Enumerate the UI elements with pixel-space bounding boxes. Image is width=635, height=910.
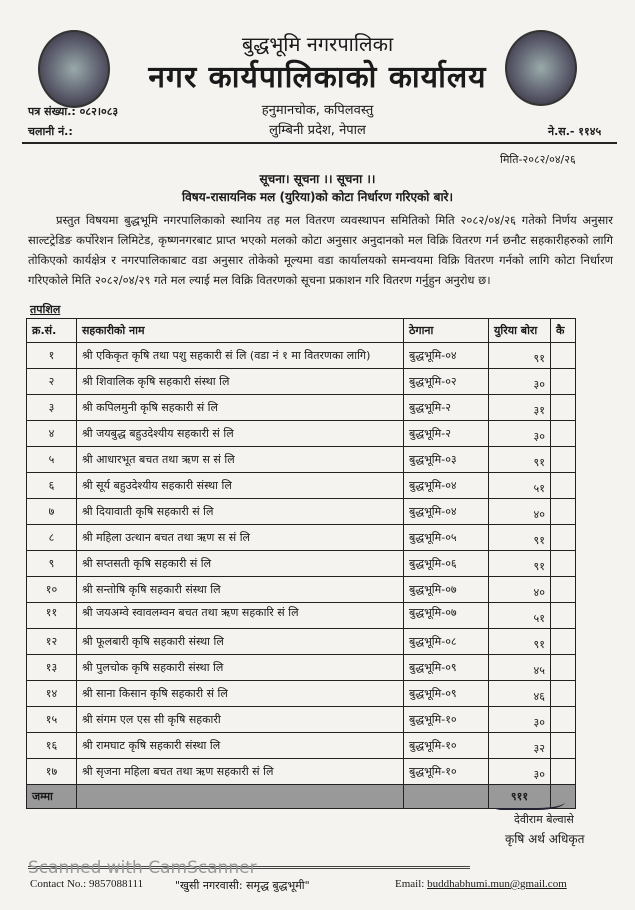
address-cell: बुद्धभूमि-२ — [404, 421, 489, 447]
details-label: तपशिल — [30, 303, 61, 316]
table-row — [27, 551, 576, 577]
remarks-cell — [551, 759, 576, 785]
table-row — [27, 759, 576, 785]
urea-cell: ९१ — [489, 343, 551, 369]
notice-body: प्रस्तुत विषयमा बुद्धभूमि नगरपालिकाको स्थानिय तह मल वितरण व्यवस्थापन समितिको मिति २०८२/०४/२६ गतेको निर्णय अनुसार साल्टट्रेडिङ कर्पोरेशन लिमिटेड, कृष्णनगरबाट प्राप्त भएको मलको कोटा अनुसार अनुदानको मल विक्रि वितरण गर्न छनौट सहकारीहरुको लागि तोकिएको कार्यक्षेत्र र नगरपालिकाबाट वडा अनुसार तोकेको मूल्यमा वडा कार्यालयको समन्वयमा विक्रि वितरण गर्नको लागि कोटा निर्धारण गरिएकोले मिति २०८२/०४/२९ गते मल ल्याई मल विक्रि वितरणको सूचना प्रकाशन गरि वितरण गर्नुहुन अनुरोध छ। — [28, 213, 613, 287]
urea-cell: ३० — [489, 707, 551, 733]
dispatch-number: चलानी नं.: — [28, 125, 73, 138]
name-cell: श्री महिला उत्थान बचत तथा ऋण स सं लि — [77, 525, 404, 551]
address-cell: बुद्धभूमि-०४ — [404, 473, 489, 499]
urea-cell: ३२ — [489, 733, 551, 759]
name-cell: श्री रामघाट कृषि सहकारी संस्था लि — [77, 733, 404, 759]
remarks-cell — [551, 499, 576, 525]
remarks-cell — [551, 577, 576, 603]
urea-cell: ३० — [489, 421, 551, 447]
name-cell: श्री पुलचोक कृषि सहकारी संस्था लि — [77, 655, 404, 681]
address-cell: बुद्धभूमि-०८ — [404, 629, 489, 655]
name-cell: श्री सन्तोषि कृषि सहकारी संस्था लि — [77, 577, 404, 603]
cooperative-quota-table — [26, 318, 576, 809]
name-cell: श्री फूलबारी कृषि सहकारी संस्था लि — [77, 629, 404, 655]
total-empty — [77, 785, 404, 809]
address-cell: बुद्धभूमि-०६ — [404, 551, 489, 577]
serial-cell: १३ — [27, 655, 77, 681]
name-cell: श्री सूर्य बहुउदेश्यीय सहकारी संस्था लि — [77, 473, 404, 499]
serial-cell: ७ — [27, 499, 77, 525]
serial-cell: १२ — [27, 629, 77, 655]
serial-cell: १७ — [27, 759, 77, 785]
table-row — [27, 473, 576, 499]
total-label: जम्मा — [27, 785, 77, 809]
name-cell: श्री जयबुद्ध बहुउदेश्यीय सहकारी सं लि — [77, 421, 404, 447]
address-cell: बुद्धभूमि-१० — [404, 759, 489, 785]
table-row — [27, 369, 576, 395]
urea-cell: ४० — [489, 577, 551, 603]
letter-number: पत्र संख्या.: ०८२।०८३ — [28, 105, 119, 118]
serial-cell: ८ — [27, 525, 77, 551]
address-cell: बुद्धभूमि-०९ — [404, 681, 489, 707]
urea-cell: ३१ — [489, 395, 551, 421]
remarks-cell — [551, 551, 576, 577]
municipality-name: बुद्धभूमि नगरपालिका — [241, 32, 394, 56]
notice-subject: विषय-रासायनिक मल (युरिया)को कोटा निर्धारण गरिएको बारे। — [181, 190, 454, 204]
signature — [495, 790, 565, 810]
table-row — [27, 499, 576, 525]
urea-cell: ५१ — [489, 473, 551, 499]
table-row — [27, 603, 576, 629]
table-row — [27, 447, 576, 473]
remarks-cell — [551, 655, 576, 681]
serial-cell: ९ — [27, 551, 77, 577]
serial-cell: १६ — [27, 733, 77, 759]
slogan: "खुसी नगरवासी: समृद्ध बुद्धभूमी" — [175, 879, 310, 892]
remarks-cell — [551, 681, 576, 707]
serial-cell: १४ — [27, 681, 77, 707]
col-serial: क्र.सं. — [27, 319, 77, 343]
urea-cell: ५१ — [489, 603, 551, 629]
urea-cell: ३० — [489, 369, 551, 395]
col-name: सहकारीको नाम — [77, 319, 404, 343]
remarks-cell — [551, 733, 576, 759]
name-cell: श्री जयअम्वे स्वावलम्वन बचत तथा ऋण सहकारि सं लि — [77, 603, 404, 629]
remarks-cell — [551, 603, 576, 629]
table-row — [27, 707, 576, 733]
address-cell: बुद्धभूमि-०३ — [404, 447, 489, 473]
email-link[interactable]: buddhabhumi.mun@gmail.com — [427, 878, 567, 890]
remarks-cell — [551, 369, 576, 395]
total-row — [27, 785, 576, 809]
serial-cell: १५ — [27, 707, 77, 733]
nepal-sambat: ने.स.- ११४५ — [548, 125, 602, 138]
table-header — [27, 319, 576, 343]
address-cell: बुद्धभूमि-०७ — [404, 603, 489, 629]
address-line-2: लुम्बिनी प्रदेश, नेपाल — [269, 123, 366, 138]
address-cell: बुद्धभूमि-२ — [404, 395, 489, 421]
col-remarks: कै — [551, 319, 576, 343]
serial-cell: ३ — [27, 395, 77, 421]
total-value: ९११ — [489, 785, 551, 809]
remarks-cell — [551, 343, 576, 369]
urea-cell: ९१ — [489, 525, 551, 551]
name-cell: श्री दियावाती कृषि सहकारी सं लि — [77, 499, 404, 525]
name-cell: श्री साना किसान कृषि सहकारी सं लि — [77, 681, 404, 707]
address-line-1: हनुमानचोक, कपिलवस्तु — [261, 103, 374, 118]
table-row — [27, 733, 576, 759]
address-cell: बुद्धभूमि-०४ — [404, 499, 489, 525]
name-cell: श्री आधारभूत बचत तथा ऋण स सं लि — [77, 447, 404, 473]
address-cell: बुद्धभूमि-०९ — [404, 655, 489, 681]
address-cell: बुद्धभूमि-०४ — [404, 343, 489, 369]
notice-heading: सूचना। सूचना ।। सूचना ।। — [259, 172, 376, 186]
remarks-cell — [551, 447, 576, 473]
serial-cell: २ — [27, 369, 77, 395]
table-row — [27, 395, 576, 421]
remarks-cell — [551, 525, 576, 551]
serial-cell: १० — [27, 577, 77, 603]
table-row — [27, 629, 576, 655]
remarks-cell — [551, 421, 576, 447]
col-address: ठेगाना — [404, 319, 489, 343]
office-title: नगर कार्यपालिकाको कार्यालय — [148, 60, 487, 95]
name-cell: श्री सप्तसती कृषि सहकारी सं लि — [77, 551, 404, 577]
address-cell: बुद्धभूमि-०२ — [404, 369, 489, 395]
urea-cell: ९१ — [489, 629, 551, 655]
urea-cell: ४५ — [489, 655, 551, 681]
date: मिति-२०८२/०४/२६ — [500, 153, 576, 166]
urea-cell: ४० — [489, 499, 551, 525]
signatory-title: कृषि अर्थ अधिकृत — [505, 832, 585, 846]
address-cell: बुद्धभूमि-०५ — [404, 525, 489, 551]
table-row — [27, 655, 576, 681]
address-cell: बुद्धभूमि-१० — [404, 707, 489, 733]
urea-cell: ३० — [489, 759, 551, 785]
name-cell: श्री एकिकृत कृषि तथा पशु सहकारी सं लि (वडा नं १ मा वितरणका लागि) — [77, 343, 404, 369]
email-label: Email: — [395, 878, 428, 890]
contact-number: Contact No.: 9857088111 — [30, 878, 144, 890]
urea-cell: ९१ — [489, 551, 551, 577]
remarks-cell — [551, 473, 576, 499]
table-row — [27, 343, 576, 369]
table-row — [27, 421, 576, 447]
address-cell: बुद्धभूमि-०७ — [404, 577, 489, 603]
signatory-name: देवीराम बेल्वासे — [514, 813, 574, 826]
address-cell: बुद्धभूमि-१० — [404, 733, 489, 759]
name-cell: श्री शिवालिक कृषि सहकारी संस्था लि — [77, 369, 404, 395]
remarks-cell — [551, 395, 576, 421]
name-cell: श्री सृजना महिला बचत तथा ऋण सहकारी सं लि — [77, 759, 404, 785]
table-row — [27, 681, 576, 707]
serial-cell: ६ — [27, 473, 77, 499]
col-urea-bags: युरिया बोरा — [489, 319, 551, 343]
urea-cell: ९१ — [489, 447, 551, 473]
remarks-cell — [551, 707, 576, 733]
urea-cell: ४६ — [489, 681, 551, 707]
header-divider — [22, 142, 617, 144]
name-cell: श्री कपिलमुनी कृषि सहकारी सं लि — [77, 395, 404, 421]
name-cell: श्री संगम एल एस सी कृषि सहकारी — [77, 707, 404, 733]
remarks-cell — [551, 629, 576, 655]
camscanner-watermark: Scanned with CamScanner — [28, 858, 257, 878]
serial-cell: ४ — [27, 421, 77, 447]
total-empty — [404, 785, 489, 809]
serial-cell: ११ — [27, 603, 77, 629]
table-row — [27, 577, 576, 603]
serial-cell: ५ — [27, 447, 77, 473]
table-row — [27, 525, 576, 551]
serial-cell: १ — [27, 343, 77, 369]
